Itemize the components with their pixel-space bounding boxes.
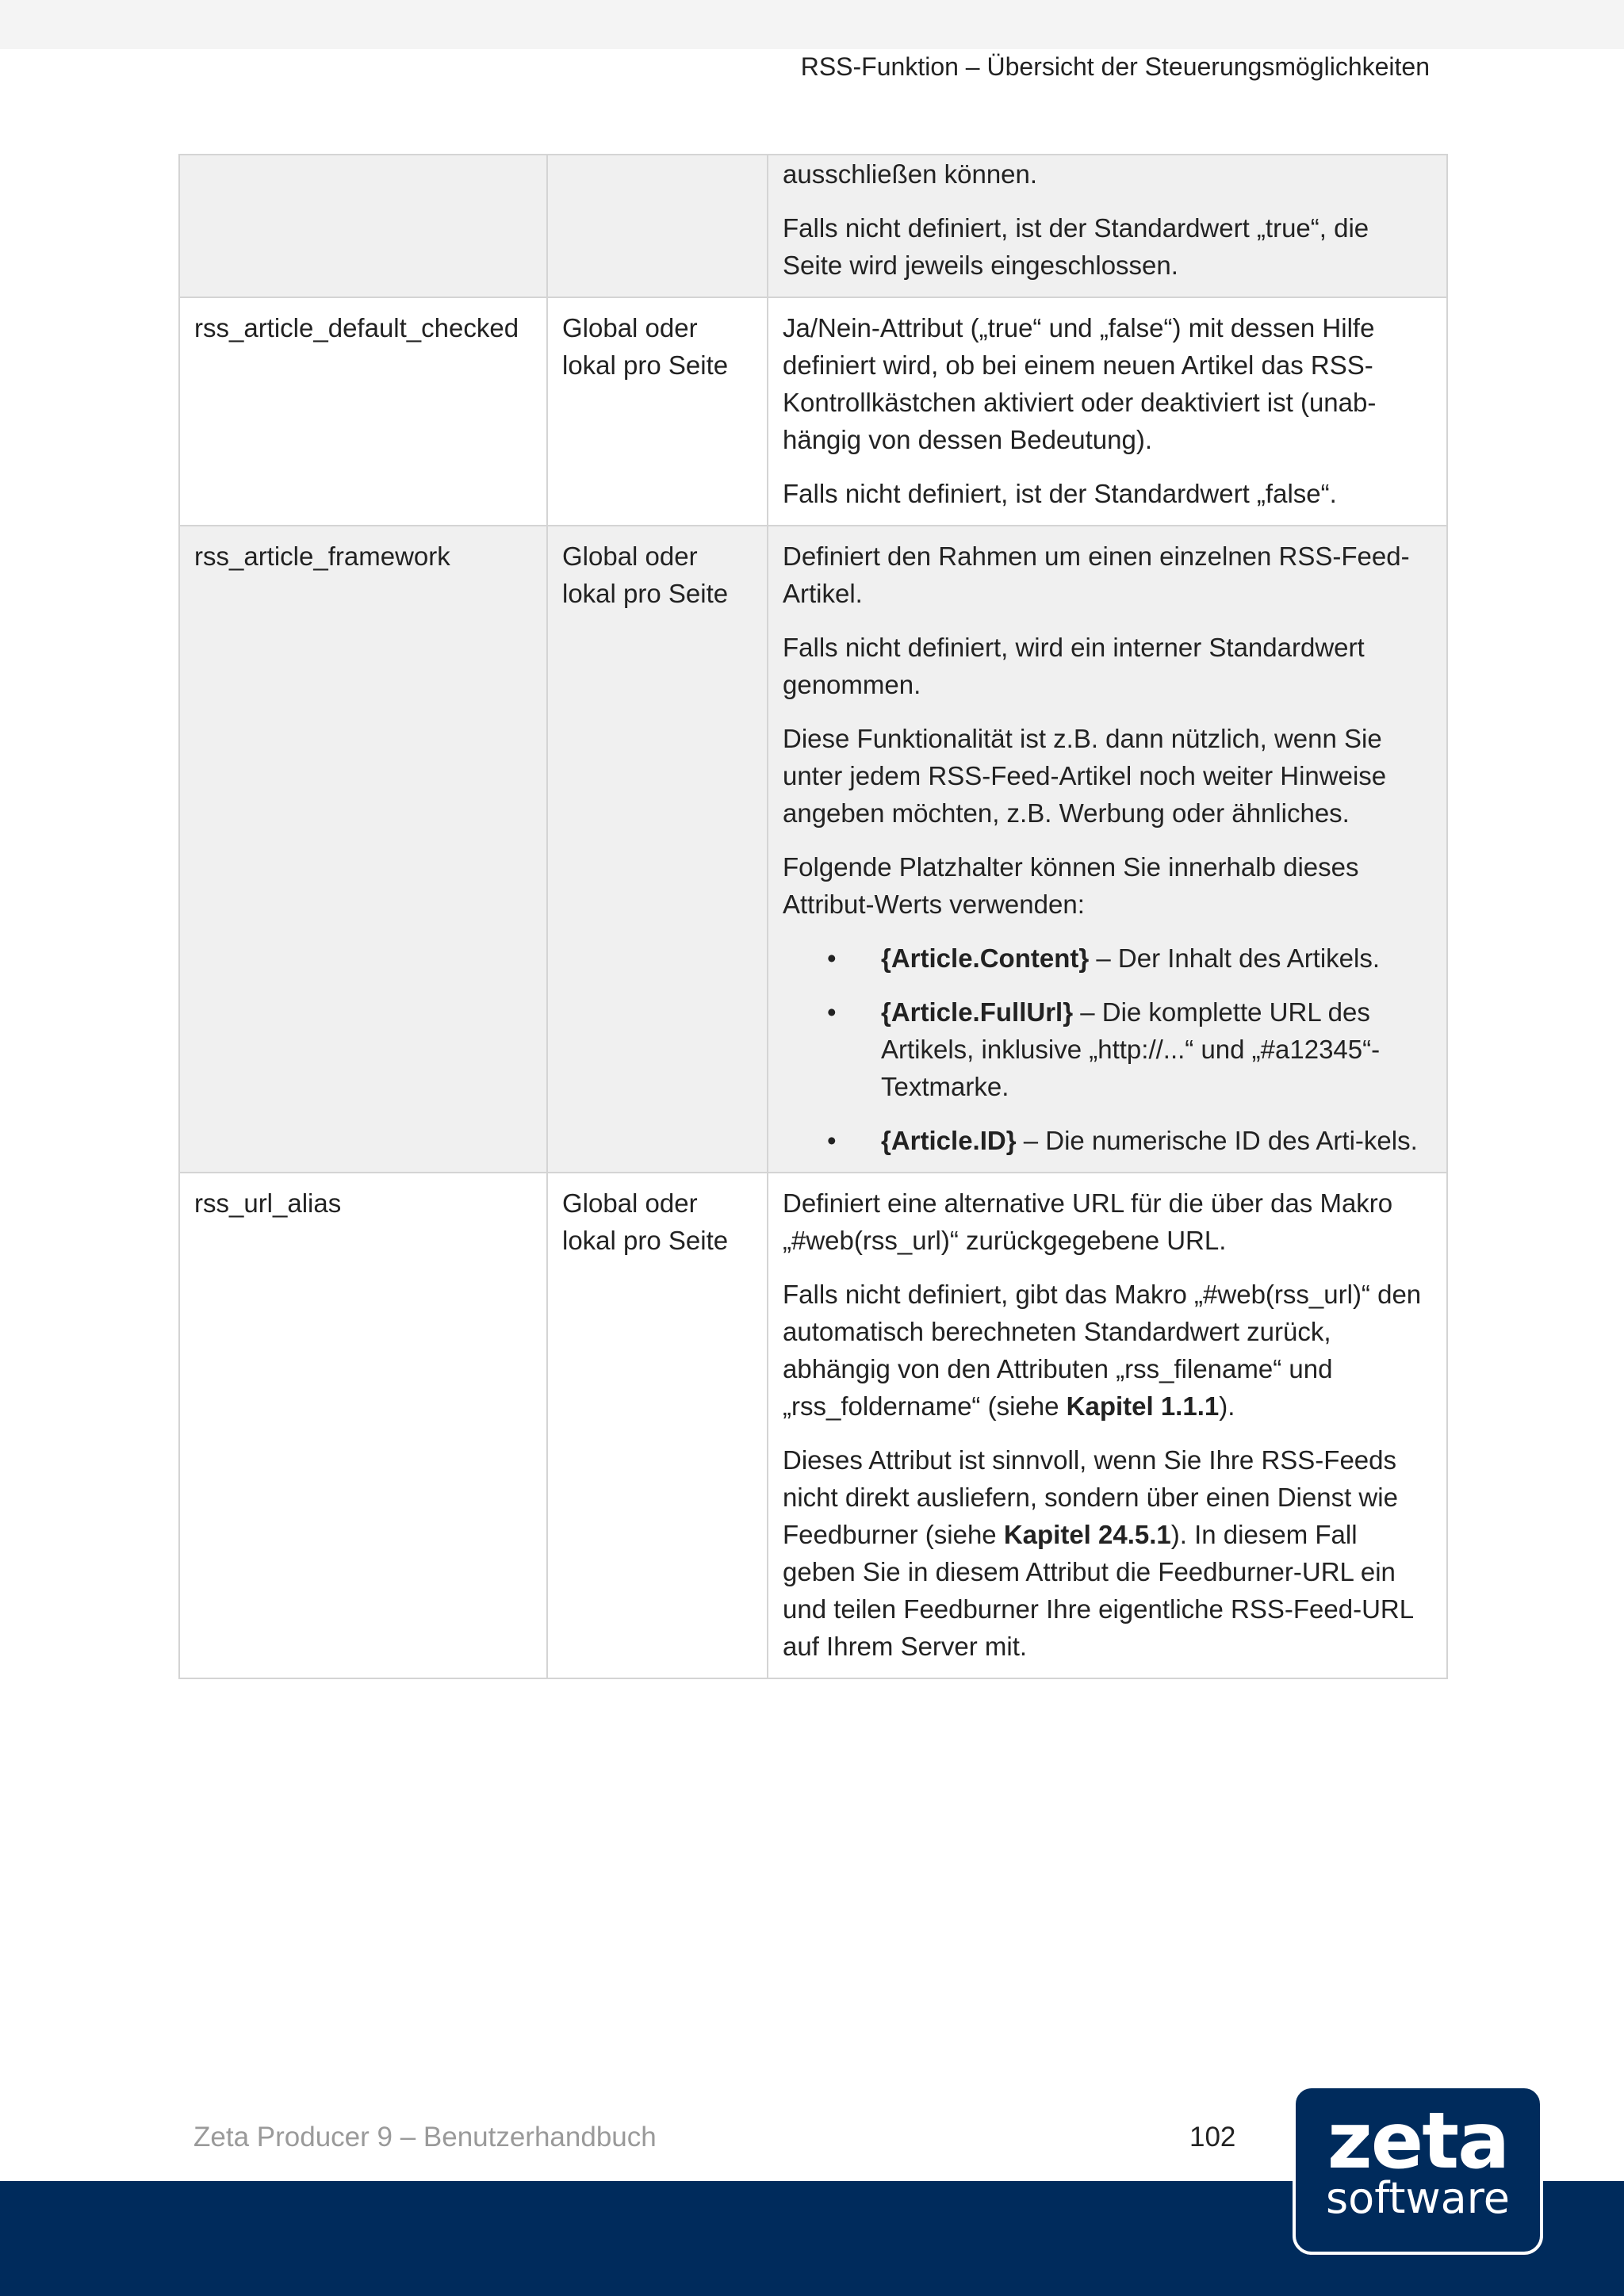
bullet-icon: • bbox=[827, 1126, 837, 1155]
attribute-name-cell bbox=[179, 155, 547, 297]
bullet-icon: • bbox=[827, 997, 837, 1027]
attribute-description-cell bbox=[768, 297, 1447, 526]
table-row bbox=[179, 1173, 1447, 1678]
description-paragraph: Falls nicht definiert, ist der Standardwert „false“. bbox=[783, 479, 1337, 508]
placeholder-text: – Die numerische ID des Arti-kels. bbox=[1016, 1126, 1418, 1155]
placeholder-text: – Die komplette URL des Artikels, inklusive „http://...“ und „#a12345“-Textmarke. bbox=[881, 997, 1381, 1101]
attribute-description-cell bbox=[768, 526, 1447, 1173]
placeholder-term: {Article.Content} bbox=[881, 943, 1090, 973]
description-paragraph: Diese Funktionalität ist z.B. dann nützlich, wenn Sie unter jedem RSS-Feed-Artikel noch weiter Hinweise angeben möchten, z.B. Werbung oder ähnliches. bbox=[783, 724, 1387, 828]
paragraph-text: Dieses Attribut ist sinnvoll, wenn Sie Ihre RSS-Feeds nicht direkt ausliefern, sondern über einen Dienst wie Feedburner (siehe bbox=[783, 1445, 1398, 1549]
attribute-name-cell: rss_article_default_checked bbox=[179, 297, 547, 526]
footer-document-title: Zeta Producer 9 – Benutzerhandbuch bbox=[193, 2122, 657, 2152]
placeholder-text: – Der Inhalt des Artikels. bbox=[1089, 943, 1381, 973]
attribute-scope-cell: Global oder lokal pro Seite bbox=[547, 526, 768, 1173]
table-row bbox=[179, 297, 1447, 526]
placeholder-term: {Article.FullUrl} bbox=[881, 997, 1074, 1027]
page-number: 102 bbox=[1189, 2122, 1236, 2152]
attribute-description-cell bbox=[768, 1173, 1447, 1678]
list-item bbox=[783, 1122, 1434, 1159]
description-paragraph: Definiert den Rahmen um einen einzelnen RSS-Feed-Artikel. bbox=[783, 541, 1410, 608]
logo-wordmark-bottom: software bbox=[1326, 2173, 1510, 2223]
attribute-scope-cell: Global oder lokal pro Seite bbox=[547, 297, 768, 526]
table-row bbox=[179, 526, 1447, 1173]
attribute-name-cell: rss_url_alias bbox=[179, 1173, 547, 1678]
description-paragraph: Folgende Platzhalter können Sie innerhalb dieses Attribut-Werts verwenden: bbox=[783, 852, 1359, 919]
running-header: RSS-Funktion – Übersicht der Steuerungsmöglichkeiten bbox=[800, 52, 1430, 81]
description-paragraph: Definiert eine alternative URL für die über das Makro „#web(rss_url)“ zurückgegebene URL. bbox=[783, 1188, 1393, 1255]
list-item bbox=[783, 939, 1434, 977]
attribute-scope-cell: Global oder lokal pro Seite bbox=[547, 1173, 768, 1678]
placeholder-list bbox=[783, 939, 1434, 1159]
description-paragraph: Ja/Nein-Attribut („true“ und „false“) mit dessen Hilfe definiert wird, ob bei einem neuen Artikel das RSS-Kontrollkästchen aktiviert oder deaktiviert ist (unab-hängig von dessen Bedeutung). bbox=[783, 313, 1377, 454]
paragraph-text: ). In diesem Fall geben Sie in diesem Attribut die Feedburner-URL ein und teilen Feedburner Ihre eigentliche RSS-Feed-URL auf Ihrem Server mit. bbox=[783, 1520, 1413, 1661]
top-margin-strip bbox=[0, 0, 1624, 49]
attribute-table bbox=[178, 154, 1448, 1679]
paragraph-text: Falls nicht definiert, gibt das Makro „#web(rss_url)“ den automatisch berechneten Standardwert zurück, abhängig von den Attributen „rss_filename“ und „rss_foldername“ (siehe bbox=[783, 1280, 1422, 1421]
placeholder-term: {Article.ID} bbox=[881, 1126, 1017, 1155]
list-item bbox=[783, 993, 1434, 1105]
zeta-software-logo bbox=[1293, 2085, 1543, 2255]
chapter-reference: Kapitel 24.5.1 bbox=[1003, 1520, 1171, 1549]
attribute-description-cell bbox=[768, 155, 1447, 297]
attribute-name-cell: rss_article_framework bbox=[179, 526, 547, 1173]
bullet-icon: • bbox=[827, 943, 837, 973]
description-paragraph bbox=[783, 1276, 1434, 1425]
description-paragraph bbox=[783, 1441, 1434, 1665]
table-row bbox=[179, 155, 1447, 297]
description-paragraph: Falls nicht definiert, ist der Standardwert „true“, die Seite wird jeweils eingeschlossen. bbox=[783, 213, 1369, 280]
description-paragraph: Falls nicht definiert, wird ein interner Standardwert genommen. bbox=[783, 633, 1365, 699]
description-paragraph: ausschließen können. bbox=[783, 159, 1038, 189]
attribute-scope-cell bbox=[547, 155, 768, 297]
chapter-reference: Kapitel 1.1.1 bbox=[1066, 1391, 1220, 1421]
paragraph-text: ). bbox=[1219, 1391, 1235, 1421]
logo-wordmark-top: zeta bbox=[1327, 2096, 1509, 2187]
